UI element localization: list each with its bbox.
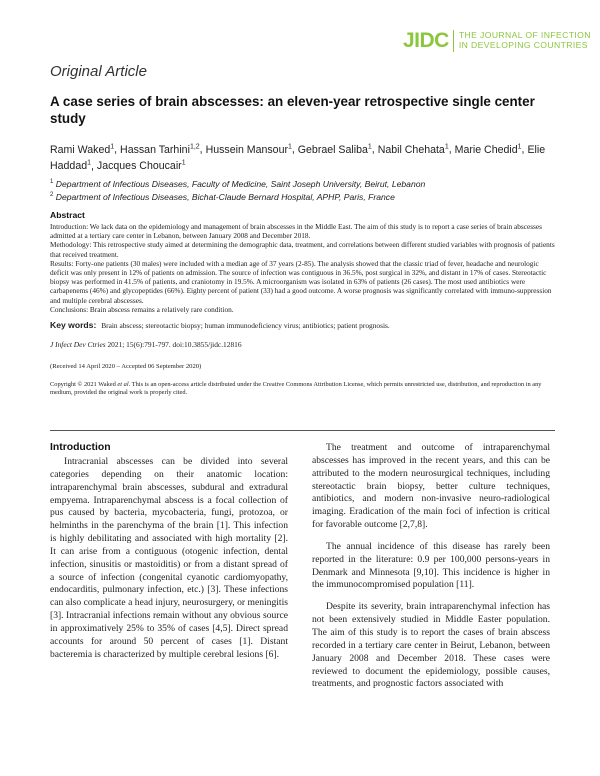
citation-details[interactable]: 2021; 15(6):791-797. doi:10.3855/jidc.12816 (107, 340, 242, 349)
author: Gebrael Saliba$^1$ (297, 143, 372, 156)
author: Nabil Chehata$^1$ (377, 143, 449, 156)
author: Hassan Tarhini$^{1,2}$ (120, 143, 200, 156)
citation-journal: J Infect Dev Ctries (50, 340, 106, 349)
keywords-label: Key words: (50, 320, 97, 330)
author: Jacques Choucair$^1$ (96, 159, 186, 173)
journal-name (459, 30, 591, 50)
citation (50, 340, 555, 350)
affiliation: $^2$ Department of Infectious Diseases, Bichat-Claude Bernard Hospital, APHP, Paris, France (50, 192, 395, 203)
keywords (50, 320, 555, 331)
author: Elie Haddad$^1$ (50, 143, 546, 173)
abstract-introduction: Introduction: We lack data on the epidemiology and management of brain abscesses in the Middle East. The aim of this study is to report a case series of brain abscesses admitted at a tertiary care center in Lebanon, between January 2008 and December 2018. (50, 222, 542, 241)
received-dates: (Received 14 April 2020 – Accepted 06 September 2020) (50, 363, 202, 370)
abstract-conclusions: Conclusions: Brain abscess remains a relatively rare condition. (50, 304, 234, 314)
affiliations (50, 177, 555, 204)
author-list: Rami Waked$^1$, Hassan Tarhini$^{1,2}$, Hussein Mansour$^1$, Gebrael Saliba$^1$, Nabil Chehata$^1$, Marie Chedid$^1$, Elie Haddad$^1$, Jacques Choucair$^1$ (50, 143, 546, 173)
body-paragraph: The treatment and outcome of intraparenchymal abscesses has improved in the recent years, and this can be attributed to the modern neurosurgical techniques, including stereotactic brain biopsy, better culture techniques, antibiotics, and modern non-invasive neuro-radiological imaging. Eradication of the main foci of infection is critical for favorable outcome [2,7,8]. (312, 442, 550, 531)
keywords-text: Brain abscess; stereotactic biopsy; human immunodeficiency virus; antibiotics; patient prognosis. (101, 321, 390, 330)
article-title: A case series of brain abscesses: an eleven-year retrospective single center study (50, 94, 535, 126)
abstract-results: Results: Forty-one patients (30 males) were included with a median age of 37 years (2-85). The analysis showed that the classic triad of fever, headache and neurologic deficit was only present in 12% of patients on admission. The source of infection was contiguous in 36.5%, post surgical in 32%, and distant in 17% of cases. Stereotactic biopsy was performed in 41.5% of patients, and craniotomy in 19.5%. A microorganism was isolated in 63% of patients (26 cases). The most used antibiotics were carbapenems (46%) and glycopeptides (66%). Eighty percent of patient (33) had a good outcome. A worse prognosis was significantly correlated with immuno-suppression and multiple cerebral abscesses. (50, 258, 552, 305)
abstract-methodology: Methodology: This retrospective study aimed at determining the demographic data, treatment, and correlations between different studied variables with prognosis of patients that received treatment. (50, 240, 555, 259)
abstract (50, 210, 555, 314)
introduction-heading: Introduction (50, 442, 111, 453)
article-type-label: Original Article (50, 63, 147, 80)
journal-name-line1: THE JOURNAL OF INFECTION (458, 30, 591, 40)
journal-logo[interactable] (403, 30, 591, 52)
abstract-heading: Abstract (50, 210, 85, 220)
affiliation: $^1$ Department of Infectious Diseases, Faculty of Medicine, Saint Joseph University, Beirut, Lebanon (50, 178, 426, 189)
body-paragraph: Intracranial abscesses can be divided into several categories depending on their anatomic location: intraparenchymal brain abscesses, subdural and extradural empyema. Intraparenchymal abscess is a focal collection of pus caused by bacteria, mycobacteria, fungi, protozoa, or helminths in the parenchyma of the brain [1]. This infection is highly debilitating and associated with high mortality [2]. It can arise from a contiguous (otogenic infection, dental infection, sinusitis or mastoiditis) or from a distant spread of a source of infection (congenital cyanotic cardiomyopathy, endocarditis, pulmonary infection, etc.) [3]. These infections can also complicate a head injury, neurosurgery, or meningitis [3]. Intracranial infections remain without any obvious source in approximatively 25% to 35% of cases [4,5]. Direct spread accounts for around 50 percent of cases [1]. Distant bacteremia is characterized by multiple cerebral lesions [6]. (50, 456, 288, 660)
logo-divider (453, 30, 454, 52)
section-divider (50, 430, 555, 431)
author: Marie Chedid$^1$ (454, 143, 522, 156)
journal-name-line2: IN DEVELOPING COUNTRIES (458, 40, 588, 50)
body-paragraph: Despite its severity, brain intraparenchymal infection has not been extensively studied in Middle Easter population. The aim of this study is to report the cases of brain abscess recorded in a tertiary care center in Beirut, Lebanon, between January 2008 and December 2018. These cases were reviewed to document the epidemiology, possible causes, treatments, and prognostic factors associated with (312, 601, 550, 690)
author: Hussein Mansour$^1$ (205, 143, 292, 156)
body-paragraph: The annual incidence of this disease has rarely been reported in the literature: 0.9 per 100,000 persons-years in Denmark and Minnesota [9,10]. This incidence is higher in the immunocompromised population [11]. (312, 540, 550, 591)
journal-logo-mark: JIDC (403, 29, 449, 52)
author: Rami Waked$^1$ (50, 143, 115, 156)
right-column (312, 442, 550, 691)
left-column (50, 437, 288, 662)
copyright-notice: Copyright © 2021 Waked et al. This is an open-access article distributed under the Creative Commons Attribution License, which permits unrestricted use, distribution, and reproduction in any medium, provided the original work is properly cited. (50, 381, 542, 397)
